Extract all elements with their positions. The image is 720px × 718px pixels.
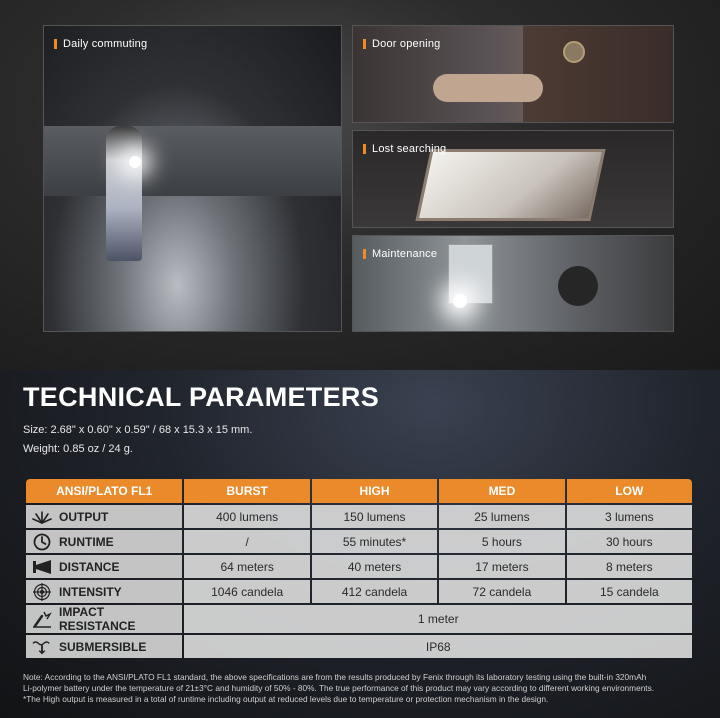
impact-icon bbox=[32, 610, 52, 628]
table-row bbox=[26, 505, 692, 528]
clock-icon bbox=[32, 533, 52, 551]
scene-person bbox=[558, 266, 598, 306]
footnote-line: *The High output is measured in a total of runtime including output at reduced levels due to temperature or protection mechanism in the design. bbox=[23, 694, 549, 704]
scene-drawer bbox=[415, 149, 605, 221]
size-spec: Size: 2.68" x 0.60" x 0.59" / 68 x 15.3 x 15 mm. bbox=[23, 424, 253, 436]
parameters-table bbox=[24, 477, 694, 660]
cell-value: 3 lumens bbox=[567, 505, 692, 528]
scene-lost-searching bbox=[352, 130, 674, 228]
table-row bbox=[26, 605, 692, 633]
cell-value: 15 candela bbox=[567, 580, 692, 603]
row-label-runtime bbox=[26, 530, 182, 553]
cell-value: 17 meters bbox=[439, 555, 564, 578]
cell-value: 25 lumens bbox=[439, 505, 564, 528]
scene-door bbox=[523, 26, 674, 123]
caption-marker bbox=[363, 249, 366, 259]
header-high: HIGH bbox=[312, 479, 437, 503]
target-icon bbox=[32, 583, 52, 601]
table-row bbox=[26, 635, 692, 658]
row-label-text: SUBMERSIBLE bbox=[59, 639, 147, 654]
beam-icon bbox=[32, 558, 52, 576]
scene-caption bbox=[363, 38, 440, 50]
weight-spec: Weight: 0.85 oz / 24 g. bbox=[23, 443, 133, 455]
cell-value: 150 lumens bbox=[312, 505, 437, 528]
cell-value: 1046 candela bbox=[184, 580, 309, 603]
caption-text: Door opening bbox=[372, 38, 441, 50]
burst-icon bbox=[32, 508, 52, 526]
header-med: MED bbox=[439, 479, 564, 503]
scene-caption bbox=[54, 38, 147, 50]
header-burst: BURST bbox=[184, 479, 309, 503]
caption-marker bbox=[363, 144, 366, 154]
footnote-line: Li-polymer battery under the temperature of 21±3°C and humidity of 50% - 80%. The true performance of this product may vary according to different working environments. bbox=[23, 683, 655, 693]
page-title: TECHNICAL PARAMETERS bbox=[23, 382, 380, 412]
cell-value: 400 lumens bbox=[184, 505, 309, 528]
scene-maintenance bbox=[352, 235, 674, 332]
table-row bbox=[26, 580, 692, 603]
cell-value: / bbox=[184, 530, 309, 553]
table-row bbox=[26, 530, 692, 553]
flashlight-beam bbox=[453, 294, 467, 308]
scene-caption bbox=[363, 143, 446, 155]
cell-value: 412 candela bbox=[312, 580, 437, 603]
scene-caption bbox=[363, 248, 437, 260]
table-header-row bbox=[26, 479, 692, 503]
scene-daily-commuting bbox=[43, 25, 342, 332]
table-row bbox=[26, 555, 692, 578]
cell-value: 5 hours bbox=[439, 530, 564, 553]
cell-value: 64 meters bbox=[184, 555, 309, 578]
cell-value: 1 meter bbox=[184, 605, 692, 633]
scene-hand bbox=[433, 74, 543, 102]
cell-value: 8 meters bbox=[567, 555, 692, 578]
header-low: LOW bbox=[567, 479, 692, 503]
row-label-intensity bbox=[26, 580, 182, 603]
row-label-output bbox=[26, 505, 182, 528]
caption-marker bbox=[363, 39, 366, 49]
cell-value: 40 meters bbox=[312, 555, 437, 578]
caption-text: Maintenance bbox=[372, 248, 438, 260]
cell-value: IP68 bbox=[184, 635, 692, 658]
row-label-text: INTENSITY bbox=[59, 584, 122, 599]
scene-person bbox=[106, 126, 142, 261]
row-label-distance bbox=[26, 555, 182, 578]
row-label-submersible bbox=[26, 635, 182, 658]
scene-door-opening bbox=[352, 25, 674, 123]
cell-value: 30 hours bbox=[567, 530, 692, 553]
row-label-impact bbox=[26, 605, 182, 633]
footnotes bbox=[23, 672, 703, 705]
caption-marker bbox=[54, 39, 57, 49]
cell-value: 55 minutes* bbox=[312, 530, 437, 553]
header-standard: ANSI/PLATO FL1 bbox=[26, 479, 182, 503]
flashlight-beam bbox=[129, 156, 141, 168]
cell-value: 72 candela bbox=[439, 580, 564, 603]
scene-wall bbox=[44, 126, 342, 196]
caption-text: Daily commuting bbox=[63, 38, 148, 50]
row-label-text: IMPACT RESISTANCE bbox=[59, 605, 136, 633]
caption-text: Lost searching bbox=[372, 143, 447, 155]
door-knob bbox=[563, 41, 585, 63]
row-label-text: OUTPUT bbox=[59, 509, 109, 524]
row-label-text: DISTANCE bbox=[59, 559, 120, 574]
footnote-line: Note: According to the ANSI/PLATO FL1 standard, the above specifications are from the results produced by Fenix through its laboratory testing using the built-in 320mAh bbox=[23, 672, 647, 682]
water-icon bbox=[32, 638, 52, 656]
row-label-text: RUNTIME bbox=[59, 534, 114, 549]
